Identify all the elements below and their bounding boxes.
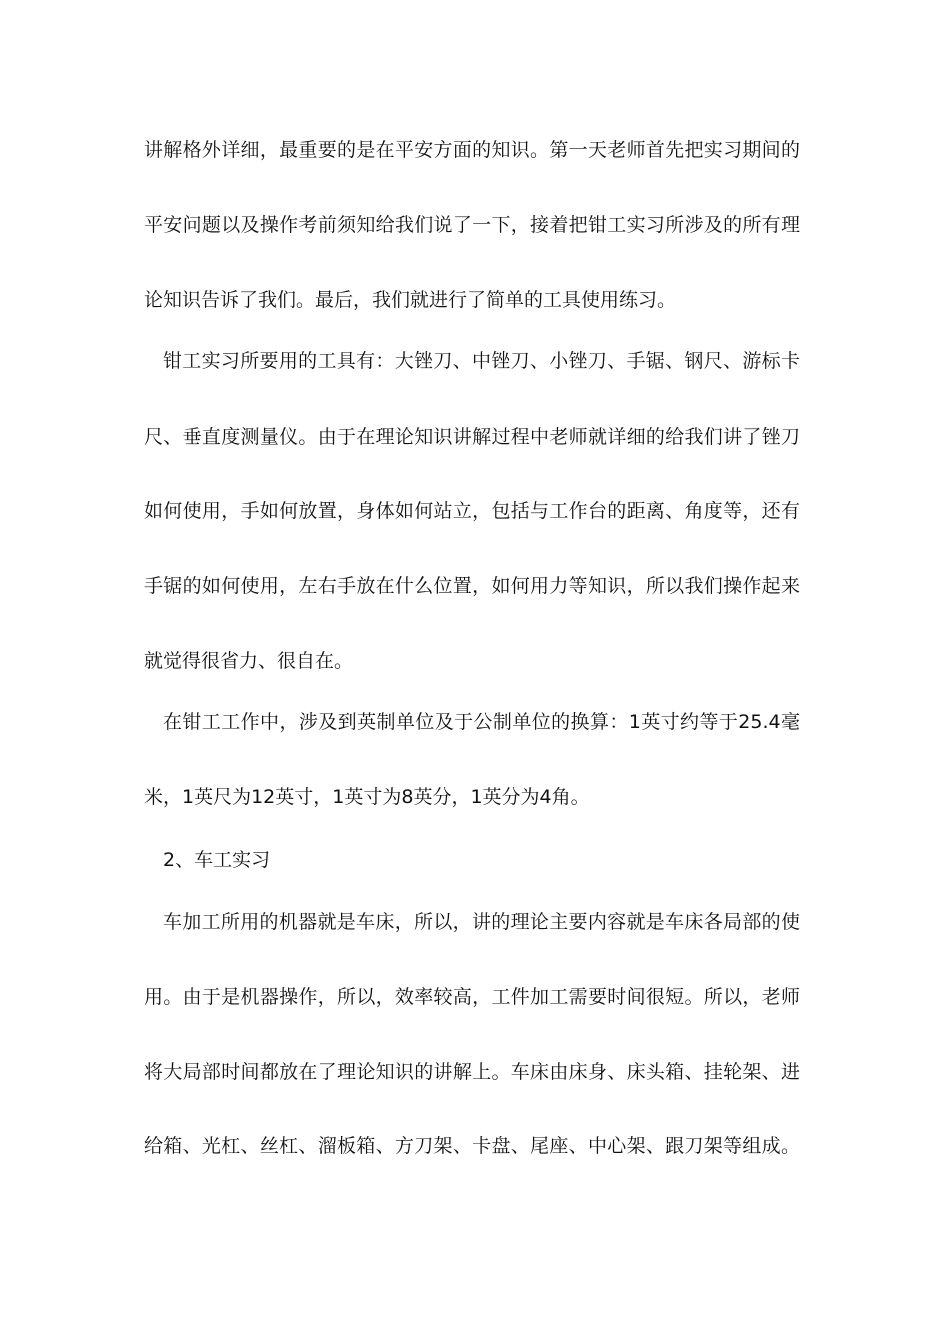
- text-line: 在钳工工作中，涉及到英制单位及于公制单位的换算：1英寸约等于25.4毫: [163, 711, 800, 733]
- text-line: 车加工所用的机器就是车床，所以，讲的理论主要内容就是车床各局部的使: [163, 911, 800, 933]
- text-line: 尺、垂直度测量仪。由于在理论知识讲解过程中老师就详细的给我们讲了锉刀: [144, 426, 800, 448]
- text-line: 手锯的如何使用，左右手放在什么位置，如何用力等知识，所以我们操作起来: [144, 575, 800, 597]
- text-line: 论知识告诉了我们。最后，我们就进行了简单的工具使用练习。: [144, 289, 677, 311]
- text-line: 给箱、光杠、丝杠、溜板箱、方刀架、卡盘、尾座、中心架、跟刀架等组成。: [144, 1135, 800, 1157]
- text-line: 就觉得很省力、很自在。: [144, 650, 354, 672]
- text-line: 用。由于是机器操作，所以，效率较高，工件加工需要时间很短。所以，老师: [144, 986, 800, 1008]
- text-line: 讲解格外详细，最重要的是在平安方面的知识。第一天老师首先把实习期间的: [144, 139, 800, 161]
- text-line: 将大局部时间都放在了理论知识的讲解上。车床由床身、床头箱、挂轮架、进: [144, 1061, 800, 1083]
- text-line: 钳工实习所要用的工具有：大锉刀、中锉刀、小锉刀、手锯、钢尺、游标卡: [163, 350, 800, 372]
- text-line: 平安问题以及操作考前须知给我们说了一下，接着把钳工实习所涉及的所有理: [144, 214, 800, 236]
- text-line: 米，1英尺为12英寸，1英寸为8英分，1英分为4角。: [144, 786, 590, 808]
- section-heading: 2、车工实习: [163, 849, 271, 871]
- text-line: 如何使用，手如何放置，身体如何站立，包括与工作台的距离、角度等，还有: [144, 500, 800, 522]
